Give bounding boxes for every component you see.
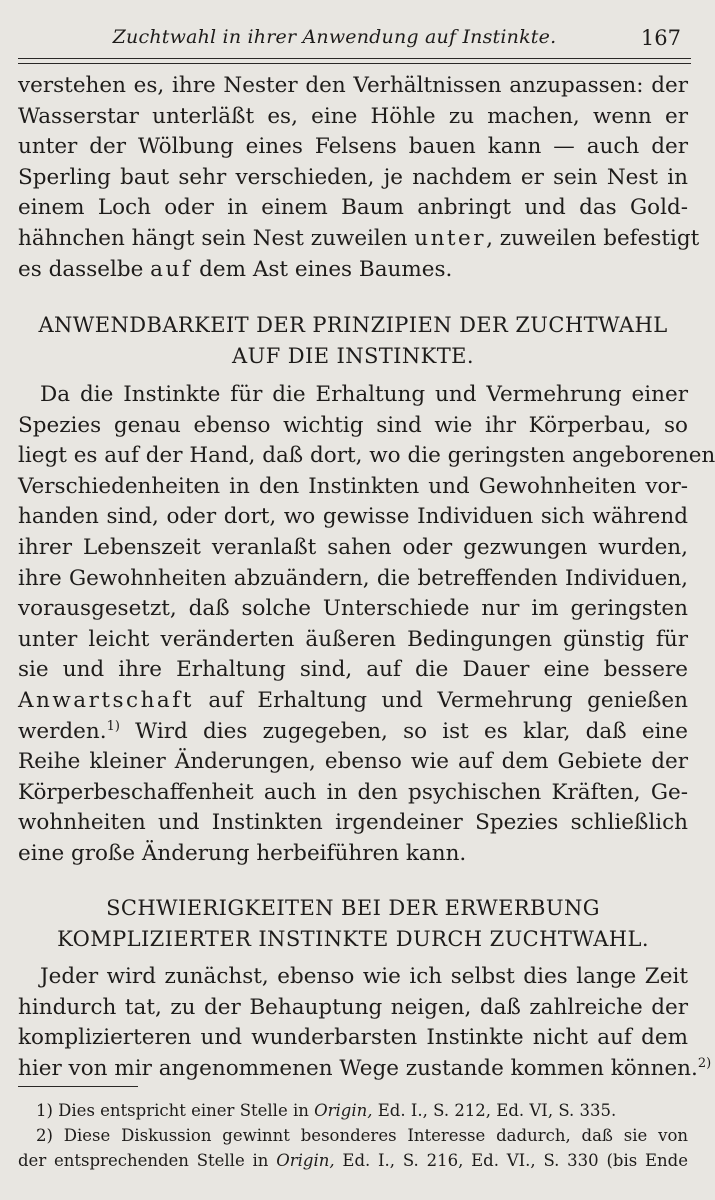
text-line: ihre Gewohnheiten abzuändern, die betreffenden Individuen, (18, 565, 688, 591)
footnote-rule (18, 1086, 138, 1087)
heading-line: AUF DIE INSTINKTE. (232, 344, 474, 368)
text-run: der entsprechenden Stelle in (18, 1151, 277, 1170)
text-run: auf Erhaltung und Vermehrung genießen (193, 687, 688, 713)
text-line (18, 1054, 712, 1085)
text-line: Verschiedenheiten in den Instinkten und Gewohnheiten vor- (18, 473, 688, 499)
text-line: sie und ihre Erhaltung sind, auf die Dauer eine bessere (18, 657, 688, 683)
text-line: Spezies genau ebenso wichtig sind wie ihr Körperbau, so (18, 412, 688, 438)
text-line: einem Loch oder in einem Baum anbringt und das Gold- (18, 195, 688, 221)
text-run: dem Ast eines Baumes. (192, 256, 453, 282)
text-run: Ed. I., S. 216, Ed. VI., S. 330 (bis Ende (334, 1151, 688, 1170)
paragraph (18, 380, 715, 870)
text-line (18, 255, 688, 286)
paragraph-continuation (18, 71, 700, 285)
header-rule (18, 58, 691, 64)
footnote (18, 1123, 688, 1148)
heading-line: ANWENDBARKEIT DER PRINZIPIEN DER ZUCHTWAHL (38, 313, 668, 337)
text-line: hindurch tat, zu der Behauptung neigen, daß zahlreiche der (18, 994, 688, 1020)
text-run: 1) Dies entspricht einer Stelle in (36, 1101, 315, 1120)
text-line: Da die Instinkte für die Erhaltung und Vermehrung einer (40, 382, 688, 407)
text-line: Körperbeschaffenheit auch in den psychischen Kräften, Ge- (18, 779, 688, 805)
text-line: Sperling baut sehr verschieden, je nachdem er sein Nest in (18, 164, 688, 190)
text-run: 2) Diese Diskussion gewinnt besonderes Interesse dadurch, daß sie von (36, 1126, 688, 1145)
heading-line: KOMPLIZIERTER INSTINKTE DURCH ZUCHTWAHL. (57, 927, 649, 951)
text-run: Ed. I., S. 212, Ed. VI, S. 335. (372, 1101, 617, 1120)
italic-title: Origin, (276, 1151, 335, 1170)
footnotes (18, 1098, 688, 1173)
text-line: komplizierteren und wunderbarsten Instinkte nicht auf dem (18, 1025, 688, 1051)
spaced-emphasis: auf (150, 256, 193, 282)
spaced-emphasis: Anwartschaft (18, 687, 194, 713)
text-line: vorausgesetzt, daß solche Unterschiede nur im geringsten (18, 596, 688, 622)
footnote-continuation (18, 1148, 688, 1173)
text-line: ihrer Lebenszeit veranlaßt sahen oder gezwungen wurden, (18, 534, 688, 560)
text-run: , zuweilen befestigt (486, 225, 700, 251)
text-line (18, 224, 700, 255)
text-run: werden. (18, 718, 107, 744)
text-line: handen sind, oder dort, wo gewisse Individuen sich während (18, 504, 688, 530)
text-line (18, 717, 688, 748)
heading-line: SCHWIERIGKEITEN BEI DER ERWERBUNG (106, 896, 600, 920)
text-line: Jeder wird zunächst, ebenso wie ich selbst dies lange Zeit (40, 964, 688, 989)
text-line: Reihe kleiner Änderungen, ebenso wie auf dem Gebiete der (18, 749, 688, 775)
page-number: 167 (640, 26, 681, 50)
text-line: unter leicht veränderten äußeren Bedingungen günstig für (18, 626, 688, 652)
text-run: es dasselbe (18, 256, 151, 282)
footnote (18, 1098, 688, 1123)
spaced-emphasis: unter (414, 225, 487, 251)
section-heading (18, 310, 688, 372)
running-head (18, 26, 691, 56)
running-head-title: Zuchtwahl in ihrer Anwendung auf Instinkte. (112, 26, 557, 48)
paragraph (18, 962, 712, 1084)
footnote-ref: 1) (106, 718, 120, 734)
section-heading (18, 893, 688, 955)
text-line: liegt es auf der Hand, daß dort, wo die geringsten angeborenen (18, 443, 715, 469)
text-run: hier von mir angenommenen Wege zustande kommen können. (18, 1055, 698, 1081)
text-line: Wasserstar unterläßt es, eine Höhle zu machen, wenn er (18, 103, 688, 129)
text-line (18, 686, 688, 717)
footnote-ref: 2) (697, 1055, 712, 1071)
text-line: verstehen es, ihre Nester den Verhältnissen anzupassen: der (18, 73, 688, 98)
text-line: eine große Änderung herbeiführen kann. (18, 840, 467, 866)
text-line: wohnheiten und Instinkten irgendeiner Spezies schließlich (18, 810, 688, 836)
text-run: Wird dies zugegeben, so ist es klar, daß eine (119, 718, 688, 744)
italic-title: Origin, (314, 1101, 373, 1120)
text-run: hähnchen hängt sein Nest zuweilen (18, 225, 415, 251)
text-line: unter der Wölbung eines Felsens bauen kann — auch der (18, 134, 688, 160)
